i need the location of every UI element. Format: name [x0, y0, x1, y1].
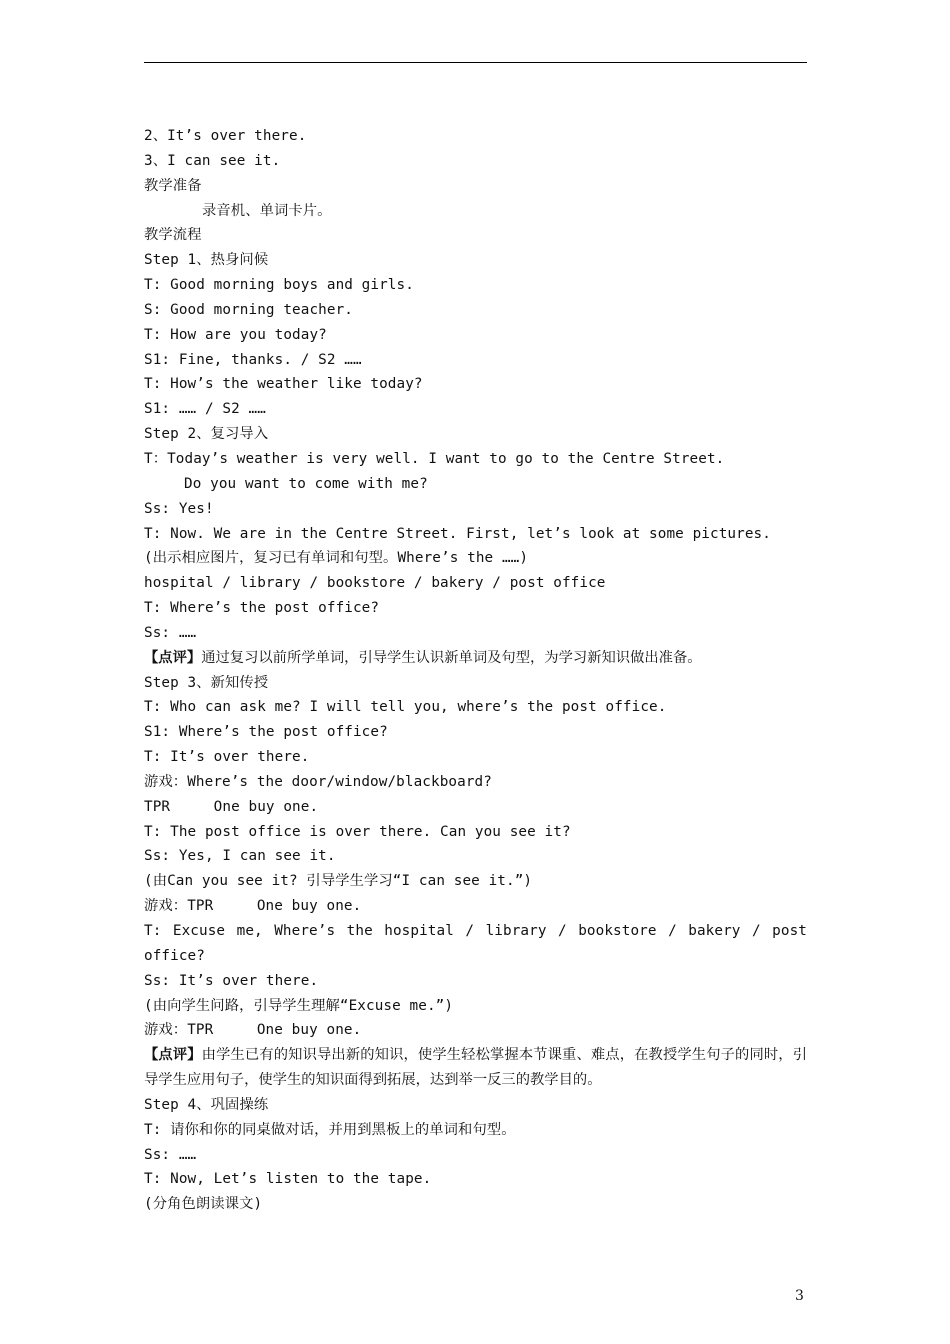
dialogue-line: T: 请你和你的同桌做对话，并用到黑板上的单词和句型。: [144, 1121, 516, 1138]
dialogue-line: Ss: Yes, I can see it.: [144, 848, 336, 865]
dialogue-line: Ss: Yes!: [144, 500, 214, 517]
text-line: (由向学生问路，引导学生理解“Excuse me.”): [144, 997, 454, 1014]
dialogue-line: T：Today’s weather is very well. I want to go to the Centre Street.: [144, 450, 725, 467]
step-heading: Step 3、新知传授: [144, 674, 269, 691]
comment-paragraph: [144, 646, 807, 671]
dialogue-line: S1: Fine, thanks. / S2 ……: [144, 351, 362, 368]
dialogue-line: T: Now, Let’s listen to the tape.: [144, 1171, 432, 1188]
text-line: 录音机、单词卡片。: [202, 202, 332, 219]
dialogue-line: T: How are you today?: [144, 326, 327, 343]
text-line: hospital / library / bookstore / bakery / post office: [144, 575, 606, 592]
dialogue-line: T: Now. We are in the Centre Street. First, let’s look at some pictures.: [144, 525, 771, 542]
step-heading: Step 2、复习导入: [144, 426, 269, 443]
comment-text: 通过复习以前所学单词，引导学生认识新单词及句型，为学习新知识做出准备。: [201, 649, 702, 666]
text-line: 游戏：TPR One buy one.: [144, 898, 362, 915]
text-line: 2、It’s over there.: [144, 128, 307, 144]
dialogue-line: T: The post office is over there. Can you see it?: [144, 823, 571, 840]
text-line: (由Can you see it? 引导学生学习“I can see it.”): [144, 873, 533, 890]
dialogue-line: Ss: ……: [144, 1146, 197, 1163]
comment-text: 由学生已有的知识导出新的知识，使学生轻松掌握本节课重、难点，在教授学生句子的同时，引导学生应用句子，使学生的知识面得到拓展，达到举一反三的教学目的。: [144, 1047, 808, 1089]
dialogue-line: T: It’s over there.: [144, 749, 310, 766]
section-heading: 教学流程: [144, 227, 202, 244]
dialogue-line: T: Good morning boys and girls.: [144, 277, 414, 294]
text-line: (出示相应图片，复习已有单词和句型。Where’s the ……): [144, 550, 529, 567]
dialogue-line: S1: …… / S2 ……: [144, 401, 266, 418]
page-number: 3: [795, 1288, 804, 1304]
step-heading: Step 1、热身问候: [144, 252, 269, 269]
text-line: 3、I can see it.: [144, 152, 281, 169]
document-body: [144, 124, 807, 1217]
text-line: 游戏：Where’s the door/window/blackboard?: [144, 773, 492, 790]
text-line: (分角色朗读课文): [144, 1196, 263, 1213]
dialogue-line: T: Where’s the post office?: [144, 600, 380, 617]
dialogue-line: T: Excuse me, Where’s the hospital / library / bookstore / bakery / post: [144, 923, 807, 939]
step-heading: Step 4、巩固操练: [144, 1096, 269, 1113]
dialogue-line: Ss: It’s over there.: [144, 972, 319, 989]
text-line: 游戏：TPR One buy one.: [144, 1022, 362, 1039]
comment-paragraph: [144, 1043, 807, 1093]
dialogue-line: T: How’s the weather like today?: [144, 376, 423, 393]
dialogue-line: Do you want to come with me?: [184, 475, 428, 492]
text-line: TPR One buy one.: [144, 798, 319, 815]
dialogue-line: Ss: ……: [144, 624, 197, 641]
header-rule: [144, 62, 807, 63]
dialogue-line: S1: Where’s the post office?: [144, 724, 388, 741]
comment-tag: 【点评】: [144, 1047, 202, 1064]
section-heading: 教学准备: [144, 177, 202, 194]
comment-tag: 【点评】: [144, 649, 202, 666]
dialogue-line: S: Good morning teacher.: [144, 301, 353, 318]
dialogue-line: office?: [144, 947, 205, 964]
dialogue-line: T: Who can ask me? I will tell you, where’s the post office.: [144, 699, 667, 716]
